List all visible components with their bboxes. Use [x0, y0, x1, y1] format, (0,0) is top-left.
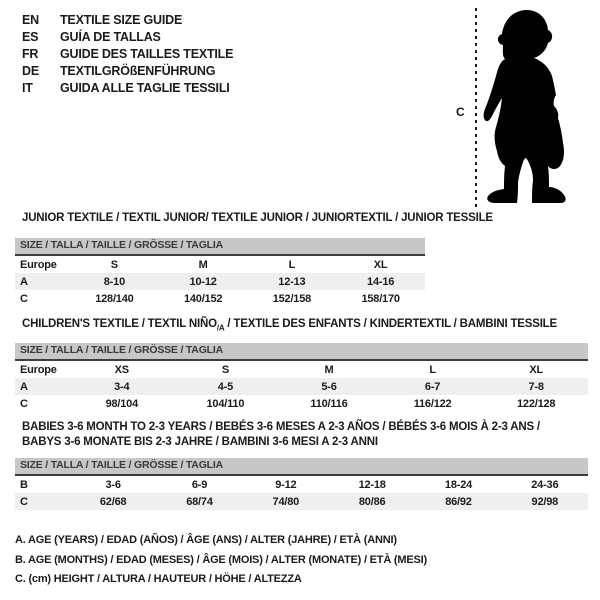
- section-title-children-sub: /A: [216, 323, 225, 333]
- legend-footnotes: [15, 531, 427, 590]
- language-row-it: [22, 80, 233, 97]
- footnote-c: C. (cm) HEIGHT / ALTURA / HAUTEUR / HÖHE / ALTEZZA: [15, 573, 302, 585]
- age-cell: 9-12: [275, 478, 297, 491]
- row-label: Europe: [20, 258, 57, 271]
- age-cell: 5-6: [321, 380, 337, 393]
- age-cell: 10-12: [189, 275, 217, 288]
- age-cell: 6-9: [191, 478, 208, 491]
- language-row-es: [22, 29, 233, 46]
- height-cell: 68/74: [186, 495, 213, 508]
- size-header-bar: SIZE / TALLA / TAILLE / GRÖSSE / TAGLIA: [15, 238, 425, 256]
- size-cell: S: [110, 258, 118, 271]
- section-title-babies-line2: BABYS 3-6 MONATE BIS 2-3 JAHRE / BAMBINI 3-6 MESI A 2-3 ANNI: [22, 436, 378, 448]
- language-row-en: [22, 12, 233, 29]
- language-code: ES: [22, 30, 39, 44]
- size-cell: M: [198, 258, 208, 271]
- babies-size-table: [15, 458, 588, 510]
- language-row-de: [22, 63, 233, 80]
- table-row-height: [15, 395, 588, 412]
- guide-title-fr: GUIDE DES TAILLES TEXTILE: [60, 47, 234, 61]
- table-row-age: [15, 378, 588, 395]
- table-row-europe: [15, 256, 425, 273]
- age-cell: 24-36: [531, 478, 559, 491]
- row-label: Europe: [20, 363, 57, 376]
- age-cell: 12-13: [278, 275, 306, 288]
- section-title-junior: JUNIOR TEXTILE / TEXTIL JUNIOR/ TEXTILE JUNIOR / JUNIORTEXTIL / JUNIOR TESSILE: [22, 212, 493, 224]
- table-row-height: [15, 290, 425, 307]
- size-header-bar: SIZE / TALLA / TAILLE / GRÖSSE / TAGLIA: [15, 343, 588, 361]
- height-cell: 122/128: [516, 397, 556, 410]
- height-cell: 152/158: [272, 292, 312, 305]
- size-cell: S: [221, 363, 229, 376]
- junior-size-table: [15, 238, 425, 307]
- row-label: B: [20, 478, 28, 491]
- age-cell: 12-18: [358, 478, 386, 491]
- size-cell: L: [429, 363, 436, 376]
- age-cell: 6-7: [424, 380, 441, 393]
- height-measure-label: C: [456, 105, 465, 119]
- language-title-list: [22, 12, 233, 97]
- size-header-bar: SIZE / TALLA / TAILLE / GRÖSSE / TAGLIA: [15, 458, 588, 476]
- language-code: IT: [22, 81, 33, 95]
- height-cell: 158/170: [361, 292, 400, 305]
- height-cell: 98/104: [105, 397, 139, 410]
- size-cell: M: [324, 363, 334, 376]
- age-cell: 7-8: [528, 380, 544, 393]
- age-cell: 3-4: [114, 380, 130, 393]
- footnote-b: B. AGE (MONTHS) / EDAD (MESES) / ÂGE (MOIS) / ALTER (MONATE) / ETÀ (MESI): [15, 553, 427, 566]
- height-cell: 92/98: [531, 495, 559, 508]
- guide-title-es: GUÍA DE TALLAS: [60, 30, 161, 44]
- guide-title-en: TEXTILE SIZE GUIDE: [60, 13, 183, 27]
- language-code: DE: [22, 64, 39, 78]
- table-row-age: [15, 273, 425, 290]
- section-title-children: [22, 318, 557, 332]
- height-cell: 140/152: [183, 292, 223, 305]
- size-cell: XL: [529, 363, 543, 376]
- height-cell: 80/86: [358, 495, 386, 508]
- height-cell: 128/140: [95, 292, 134, 305]
- guide-title-it: GUIDA ALLE TAGLIE TESSILI: [60, 81, 230, 95]
- row-label: A: [20, 275, 28, 288]
- children-size-table: [15, 343, 588, 412]
- height-cell: 62/68: [99, 495, 127, 508]
- age-cell: 3-6: [105, 478, 121, 491]
- table-row-height: [15, 493, 588, 510]
- height-cell: 110/116: [310, 397, 348, 410]
- size-cell: L: [288, 258, 296, 271]
- height-cell: 86/92: [445, 495, 472, 508]
- age-cell: 18-24: [444, 478, 473, 491]
- table-row-europe: [15, 361, 588, 378]
- age-cell: 8-10: [103, 275, 125, 288]
- height-cell: 104/110: [206, 397, 245, 410]
- height-cell: 74/80: [272, 495, 300, 508]
- section-title-children-post: / TEXTILE DES ENFANTS / KINDERTEXTIL / BAMBINI TESSILE: [224, 318, 557, 330]
- language-code: FR: [22, 47, 39, 61]
- section-title-babies: [22, 420, 540, 450]
- language-row-fr: [22, 46, 233, 63]
- row-label: C: [20, 397, 28, 410]
- height-cell: 116/122: [413, 397, 452, 410]
- guide-title-de: TEXTILGRÖßENFÜHRUNG: [60, 64, 216, 78]
- size-cell: XL: [373, 258, 388, 271]
- row-label: C: [20, 292, 28, 305]
- age-cell: 14-16: [367, 275, 395, 288]
- table-row-age-months: [15, 476, 588, 493]
- footnote-a: A. AGE (YEARS) / EDAD (AÑOS) / ÂGE (ANS) / ALTER (JAHRE) / ETÀ (ANNI): [15, 534, 397, 546]
- row-label: C: [20, 495, 28, 508]
- size-cell: XS: [114, 363, 129, 376]
- section-title-children-pre: CHILDREN'S TEXTILE / TEXTIL NIÑO: [22, 318, 217, 330]
- height-measure-dotted-line: [475, 8, 477, 208]
- row-label: A: [20, 380, 28, 393]
- language-code: EN: [22, 13, 39, 27]
- age-cell: 4-5: [217, 380, 234, 393]
- section-title-babies-line1: BABIES 3-6 MONTH TO 2-3 YEARS / BEBÉS 3-6 MESES A 2-3 AÑOS / BÉBÉS 3-6 MOIS À 2-3 ANS /: [22, 421, 540, 433]
- toddler-silhouette-image: [483, 10, 567, 206]
